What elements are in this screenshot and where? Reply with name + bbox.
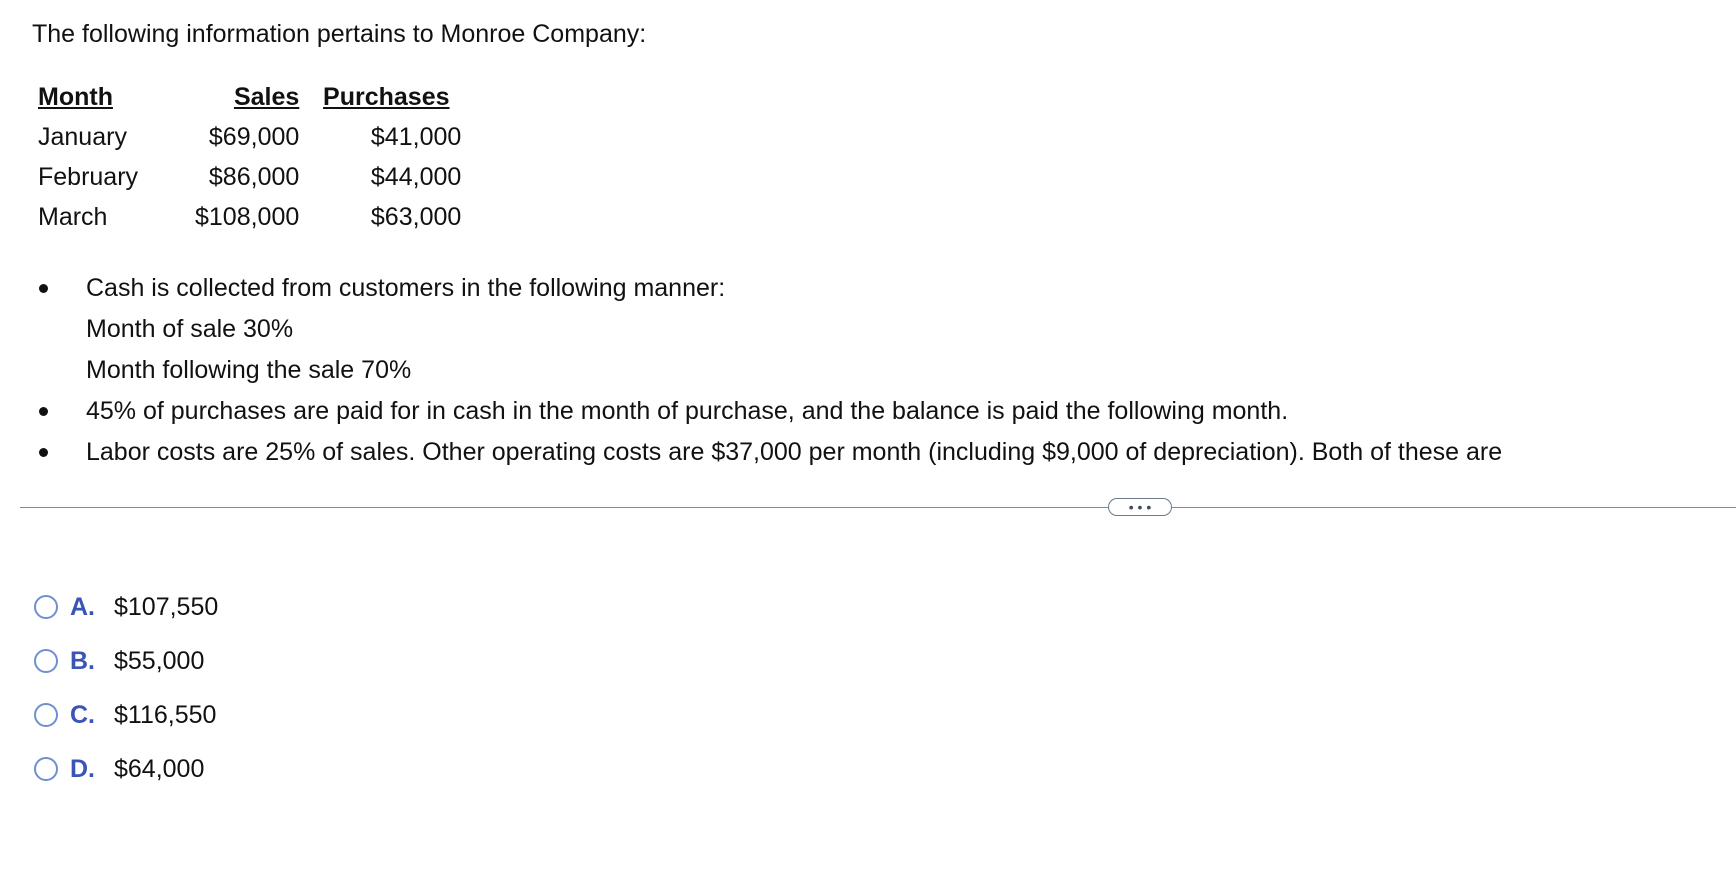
answer-options (34, 580, 218, 796)
cell-month: March (38, 203, 108, 231)
option-value: $64,000 (114, 754, 205, 783)
radio-icon[interactable] (34, 649, 58, 673)
cell-sales: $86,000 (208, 163, 300, 191)
bullet-subline: Month following the sale 70% (86, 356, 412, 384)
option-value: $107,550 (114, 592, 219, 621)
header-sales: Sales (233, 83, 300, 111)
bullet-text: Labor costs are 25% of sales. Other operating costs are $37,000 per month (including $9,000 of depreciation). Both of these are (86, 438, 1503, 466)
radio-icon[interactable] (34, 703, 58, 727)
cell-purchases: $63,000 (370, 203, 462, 231)
radio-icon[interactable] (34, 595, 58, 619)
option-value: $116,550 (114, 700, 217, 729)
bullet-text: 45% of purchases are paid for in cash in the month of purchase, and the balance is paid the following month. (86, 397, 1289, 425)
cell-purchases: $41,000 (370, 123, 462, 151)
section-divider (20, 507, 1736, 508)
list-item (0, 391, 1502, 432)
list-item (0, 432, 1502, 473)
option-letter: C. (70, 700, 95, 729)
sales-purchases-table (32, 77, 467, 237)
expand-more-button[interactable]: • • • (1108, 498, 1172, 516)
table-row (32, 157, 467, 197)
bullet-dot-icon (39, 448, 48, 457)
table-row (32, 197, 467, 237)
option-d[interactable] (34, 742, 218, 796)
assumptions-list (0, 268, 1502, 473)
header-month: Month (38, 83, 113, 111)
cell-sales: $108,000 (195, 203, 300, 231)
option-letter: D. (70, 754, 95, 783)
option-letter: B. (70, 646, 95, 675)
cell-month: January (38, 123, 127, 151)
option-a[interactable] (34, 580, 218, 634)
list-item (0, 268, 1502, 391)
bullet-subline: Month of sale 30% (86, 315, 294, 343)
question-intro: The following information pertains to Monroe Company: (32, 20, 647, 48)
option-c[interactable] (34, 688, 218, 742)
option-value: $55,000 (114, 646, 205, 675)
option-b[interactable] (34, 634, 218, 688)
table-header-row (32, 77, 467, 117)
cell-sales: $69,000 (208, 123, 300, 151)
bullet-dot-icon (39, 284, 48, 293)
bullet-text: Cash is collected from customers in the following manner: (86, 274, 726, 302)
table-row (32, 117, 467, 157)
radio-icon[interactable] (34, 757, 58, 781)
bullet-dot-icon (39, 407, 48, 416)
header-purchases: Purchases (323, 83, 450, 111)
cell-purchases: $44,000 (370, 163, 462, 191)
option-letter: A. (70, 592, 95, 621)
cell-month: February (38, 163, 139, 191)
